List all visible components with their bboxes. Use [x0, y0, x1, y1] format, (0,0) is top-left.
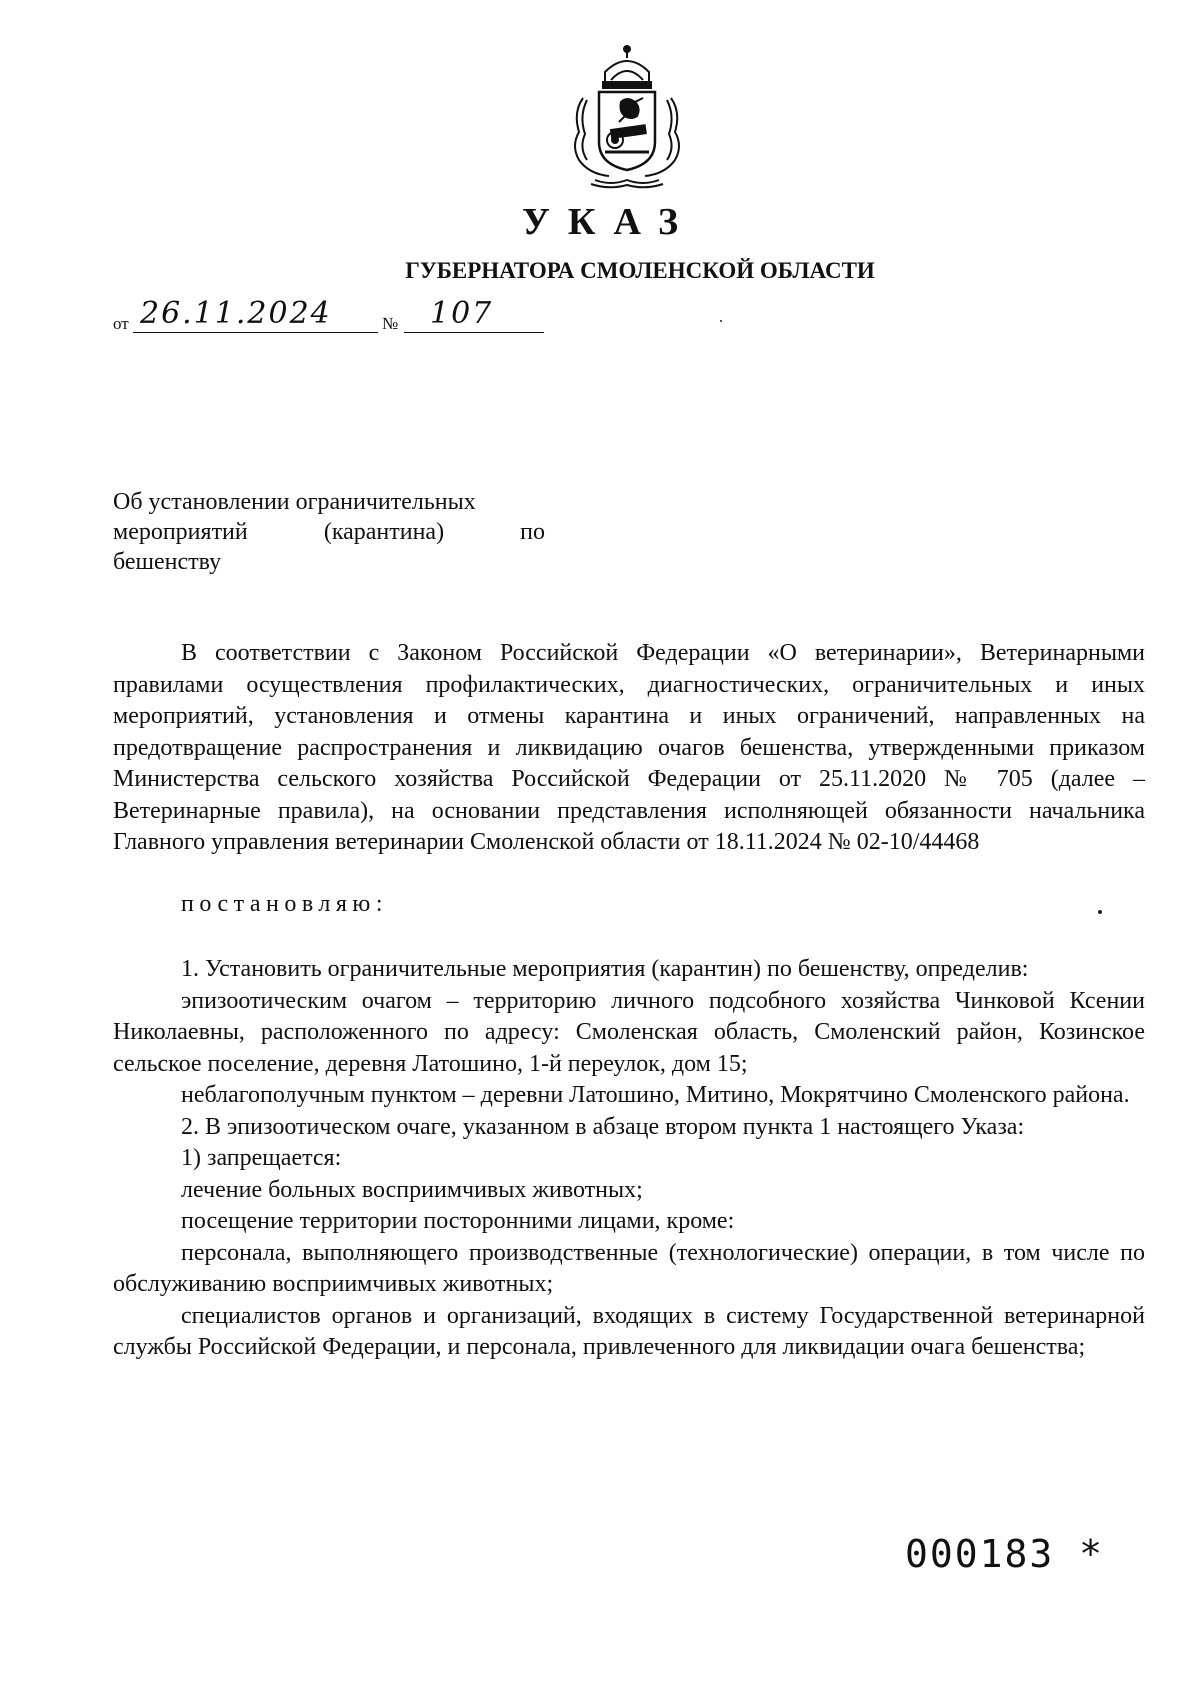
preamble-paragraph: В соответствии с Законом Российской Федерации «О ветеринарии», Ветеринарными правилами осуществления профилактических, диагностических, ограничительных и иных мероприятий, установления и отмены карантина и иных ограничений, направленных на предотвращение распространения и ликвидацию очагов бешенства, утвержденными приказом Министерства сельского хозяйства Российской Федерации от 25.11.2020 № 705 (далее – Ветеринарные правила), на основании представления исполняющей обязанности начальника Главного управления ветеринарии Смоленской области от 18.11.2024 № 02-10/44468 [113, 640, 1145, 855]
document-subject [113, 487, 545, 577]
subject-line-1: Об установлении ограничительных [113, 489, 476, 515]
resolve-word: постановляю: [181, 890, 388, 917]
item-1-point-paragraph: неблагополучным пунктом – деревни Латошино, Митино, Мокрятчино Смоленского района. [181, 1082, 1130, 1108]
date-label: от [113, 314, 129, 333]
handwritten-number: 107 [430, 296, 494, 331]
item-1-paragraph: 1. Установить ограничительные мероприятия (карантин) по бешенству, определив: [181, 956, 1029, 982]
number-label: № [382, 314, 399, 333]
form-serial-number: 000183 * [905, 1532, 1105, 1576]
smolensk-coat-of-arms-icon [565, 42, 689, 190]
number-underline [404, 332, 544, 333]
item-2-1c-paragraph: персонала, выполняющего производственные (технологические) операции, в том числе по обслуживанию восприимчивых животных; [113, 1239, 1145, 1297]
issuer-title: ГУБЕРНАТОРА СМОЛЕНСКОЙ ОБЛАСТИ [405, 258, 875, 283]
document-type-title: УКАЗ [522, 201, 696, 243]
date-underline [133, 332, 378, 333]
item-2-1d-paragraph: специалистов органов и организаций, входящих в систему Государственной ветеринарной службы Российской Федерации, и персонала, привлеченного для ликвидации очага бешенства; [113, 1302, 1145, 1360]
subject-line-2: мероприятий (карантина) по [113, 519, 545, 545]
scan-speck [720, 320, 722, 322]
date-number-line [0, 296, 1200, 336]
item-2-1b-paragraph: посещение территории посторонними лицами, кроме: [181, 1208, 735, 1234]
handwritten-date: 26.11.2024 [140, 296, 332, 331]
item-2-1a-paragraph: лечение больных восприимчивых животных; [181, 1176, 643, 1203]
item-2-paragraph: 2. В эпизоотическом очаге, указанном в абзаце втором пункта 1 настоящего Указа: [181, 1113, 1025, 1140]
subject-line-3: бешенству [113, 549, 222, 575]
item-1-focus-paragraph: эпизоотическим очагом – территорию личного подсобного хозяйства Чинковой Ксении Николаевны, расположенного по адресу: Смоленская область, Смоленский район, Козинское сельское поселение, деревня Латошино, 1-й переулок, дом 15; [113, 987, 1145, 1077]
scan-speck [1098, 910, 1102, 914]
item-2-1-paragraph: 1) запрещается: [181, 1145, 342, 1171]
document-body [113, 638, 1145, 1364]
